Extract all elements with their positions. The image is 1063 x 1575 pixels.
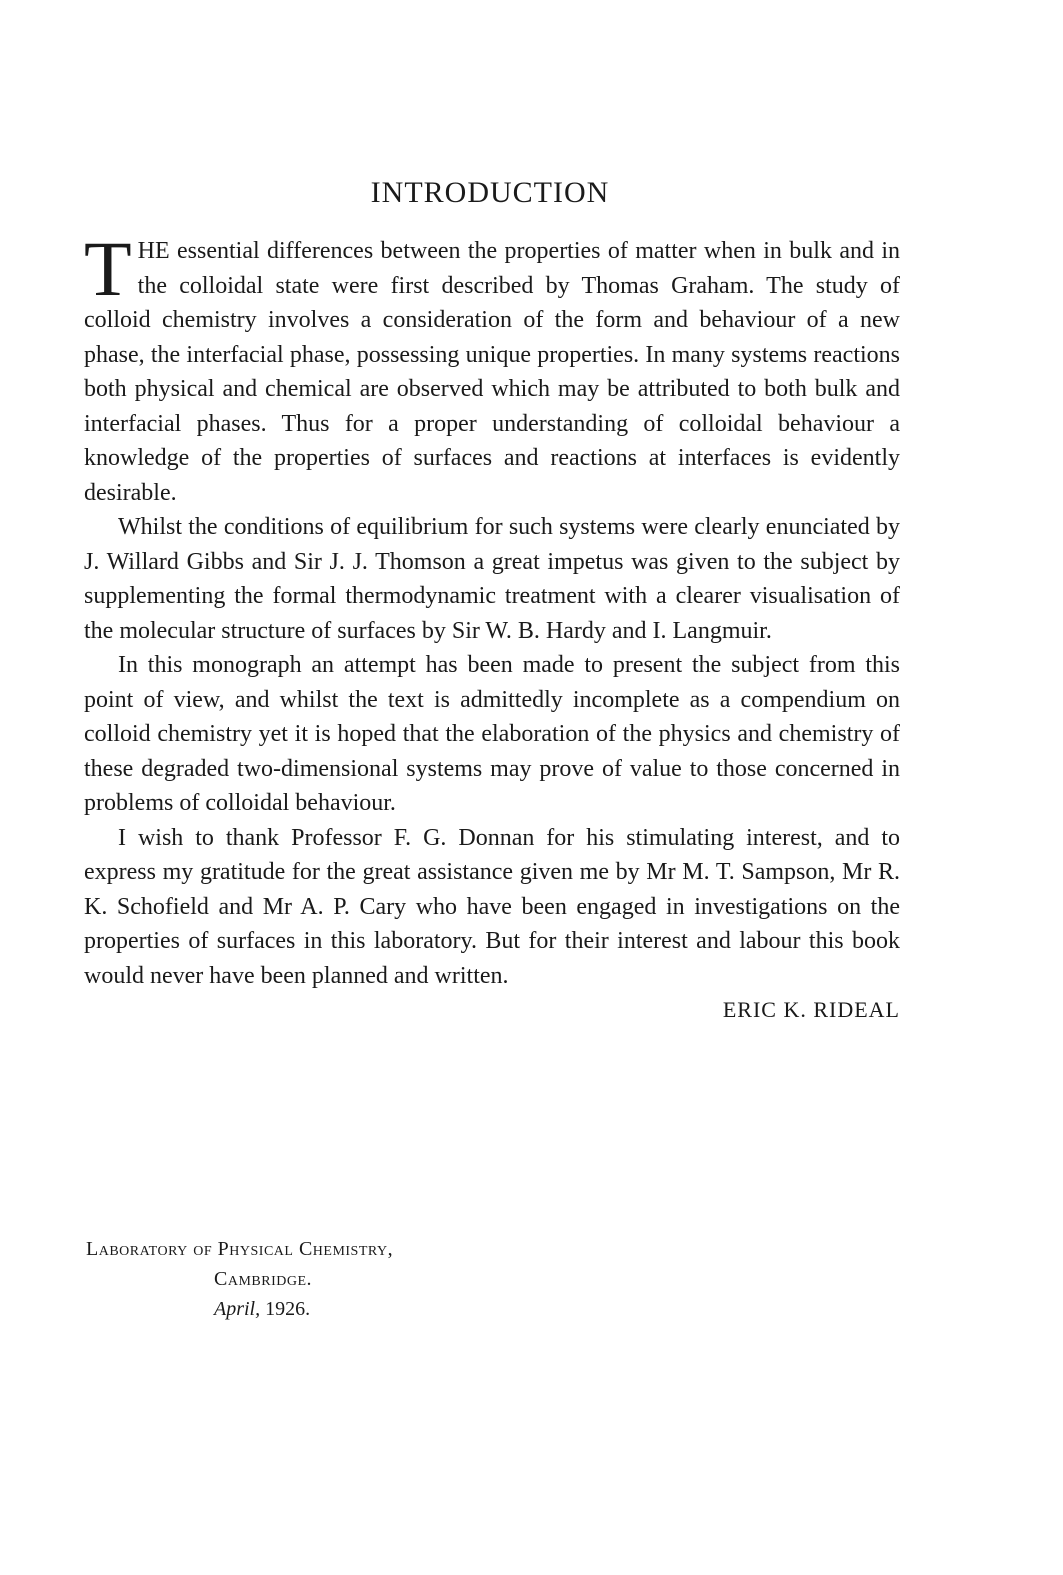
date-year: 1926. (265, 1298, 311, 1320)
paragraph-1 (84, 225, 900, 510)
body-text (84, 225, 900, 1028)
date-month: April, (214, 1298, 261, 1320)
paragraph-2: Whilst the conditions of equilibrium for such systems were clearly enunciated by J. Willard Gibbs and Sir J. J. Thomson a great impetus was given to the subject by supplementing the formal thermodynamic treatment with a clearer visualisation of the molecular structure of surfaces by Sir W. B. Hardy and I. Langmuir. (84, 514, 900, 644)
address-block (86, 1234, 393, 1324)
drop-cap: T (84, 225, 132, 312)
paragraph-3: In this monograph an attempt has been made to present the subject from this point of view, and whilst the text is admittedly incomplete as a compendium on colloid chemistry yet it is hoped that the elaboration of the physics and chemistry of these degraded two-dimensional systems may prove of value to those concerned in problems of colloidal behaviour. (84, 652, 900, 816)
paragraph-1-text: HE essential differences between the properties of matter when in bulk and in the colloidal state were first described by Thomas Graham. The study of colloid chemistry involves a consideration of the form and behaviour of a new phase, the interfacial phase, possessing unique properties. In many systems reactions both physical and chemical are observed which may be attributed to both bulk and interfacial phases. Thus for a proper understanding of colloidal behaviour a knowledge of the properties of surfaces and reactions at interfaces is evidently desirable. (84, 238, 900, 506)
paragraph-4: I wish to thank Professor F. G. Donnan for his stimulating interest, and to express my gratitude for the great assistance given me by Mr M. T. Sampson, Mr R. K. Schofield and Mr A. P. Cary who have been engaged in investigations on the properties of surfaces in this laboratory. But for their interest and labour this book would never have been planned and written. (84, 824, 900, 989)
address-city: Cambridge. (214, 1268, 313, 1290)
author-signature: ERIC K. RIDEAL (722, 997, 900, 1022)
address-date (86, 1294, 393, 1324)
page-title: INTRODUCTION (370, 176, 610, 209)
address-laboratory: Laboratory of Physical Chemistry, (86, 1238, 394, 1260)
